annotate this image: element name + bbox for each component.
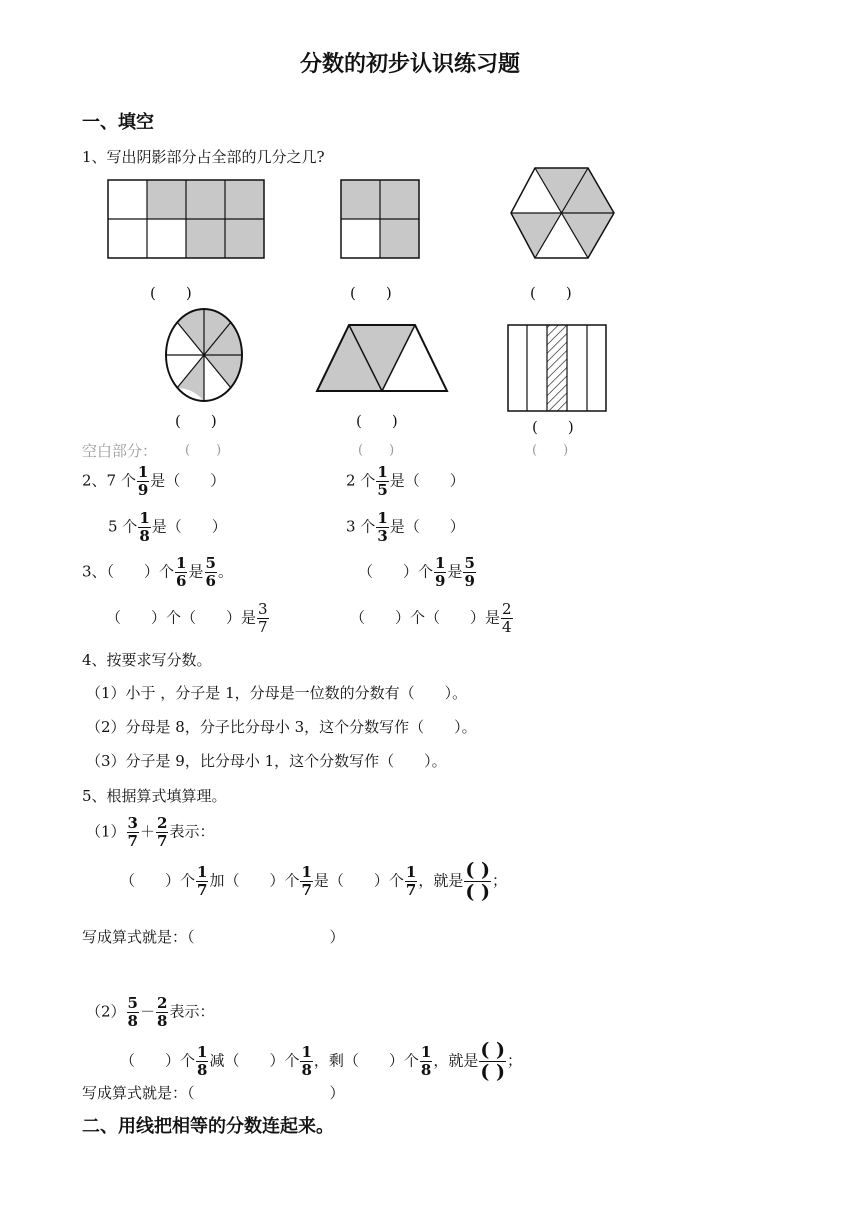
question-2-item: 3 个 $\frac{1}{3}$ 是（ ） — [346, 509, 465, 545]
question-2-item: 2、7 个 $\frac{1}{9}$ 是（ ） — [82, 463, 226, 499]
section-heading: 一、填空 — [82, 112, 154, 133]
answer-paren[interactable]: ( ) — [150, 284, 192, 302]
figure-strips — [507, 325, 609, 415]
question-2-item: 5 个 $\frac{1}{8}$ 是（ ） — [108, 509, 227, 545]
figure-hexagon — [510, 167, 618, 262]
figure-ellipse — [165, 307, 245, 405]
bracket-fraction[interactable]: $\frac{( )}{( )}$ — [480, 1039, 505, 1083]
answer-paren[interactable]: ( ) — [175, 412, 217, 430]
section-heading: 二、用线把相等的分数连起来。 — [82, 1116, 334, 1137]
answer-paren[interactable]: ( ) — [532, 418, 574, 436]
question-4-prompt: 4、按要求写分数。 — [82, 651, 212, 669]
question-3-line: （ ）个（ ）是 $\frac{3}{7}$ — [106, 600, 268, 636]
answer-paren[interactable]: ( ) — [358, 443, 395, 458]
question-1-prompt: 1、写出阴影部分占全部的几分之几? — [82, 148, 325, 166]
answer-paren[interactable]: ( ) — [185, 443, 222, 458]
answer-paren[interactable]: ( ) — [530, 284, 572, 302]
question-4-item[interactable]: （3）分子是 9，比分母小 1，这个分数写作（ ）。 — [86, 752, 447, 770]
question-2-item: 2 个 $\frac{1}{5}$ 是（ ） — [346, 463, 465, 499]
page-title: 分数的初步认识练习题 — [300, 52, 521, 77]
bracket-fraction[interactable]: $\frac{( )}{( )}$ — [465, 859, 490, 903]
question-4-item[interactable]: （1）小于 ，分子是 1，分母是一位数的分数有（ ）。 — [86, 684, 468, 702]
question-5-part-2: （2） $\frac{5}{8}$ － $\frac{2}{8}$ 表示： — [86, 994, 215, 1030]
blank-part-label: 空白部分： — [82, 442, 158, 460]
write-equation[interactable]: 写成算式就是：（ ） — [82, 928, 345, 946]
figure-square-grid — [341, 180, 423, 260]
question-3-line: （ ）个 $\frac{1}{9}$ 是 $\frac{5}{9}$ — [358, 554, 475, 590]
figure-rect-grid — [107, 180, 267, 260]
answer-paren[interactable]: ( ) — [356, 412, 398, 430]
answer-paren[interactable]: ( ) — [532, 443, 569, 458]
write-equation[interactable]: 写成算式就是：（ ） — [82, 1084, 345, 1102]
question-5-part-1: （1） $\frac{3}{7}$ ＋ $\frac{2}{7}$ 表示： — [86, 814, 215, 850]
question-4-item[interactable]: （2）分母是 8，分子比分母小 3，这个分数写作（ ）。 — [86, 718, 477, 736]
question-5-part-1-line: （ ）个 $\frac{1}{7}$ 加（ ）个 $\frac{1}{7}$ 是（ ）个 $\frac{1}{7}$ ，就是 $\frac{( )}{( )}$ ； — [120, 859, 507, 903]
question-5-prompt: 5、根据算式填算理。 — [82, 787, 227, 805]
answer-paren[interactable]: ( ) — [350, 284, 392, 302]
question-3-line: 3、（ ）个 $\frac{1}{6}$ 是 $\frac{5}{6}$ 。 — [82, 554, 233, 590]
question-3-line: （ ）个（ ）是 $\frac{2}{4}$ — [350, 600, 512, 636]
question-5-part-2-line: （ ）个 $\frac{1}{8}$ 减（ ）个 $\frac{1}{8}$ ，剩（ ）个 $\frac{1}{8}$ ，就是 $\frac{( )}{( )}$ ； — [120, 1039, 522, 1083]
figure-trapezoid — [316, 323, 450, 395]
